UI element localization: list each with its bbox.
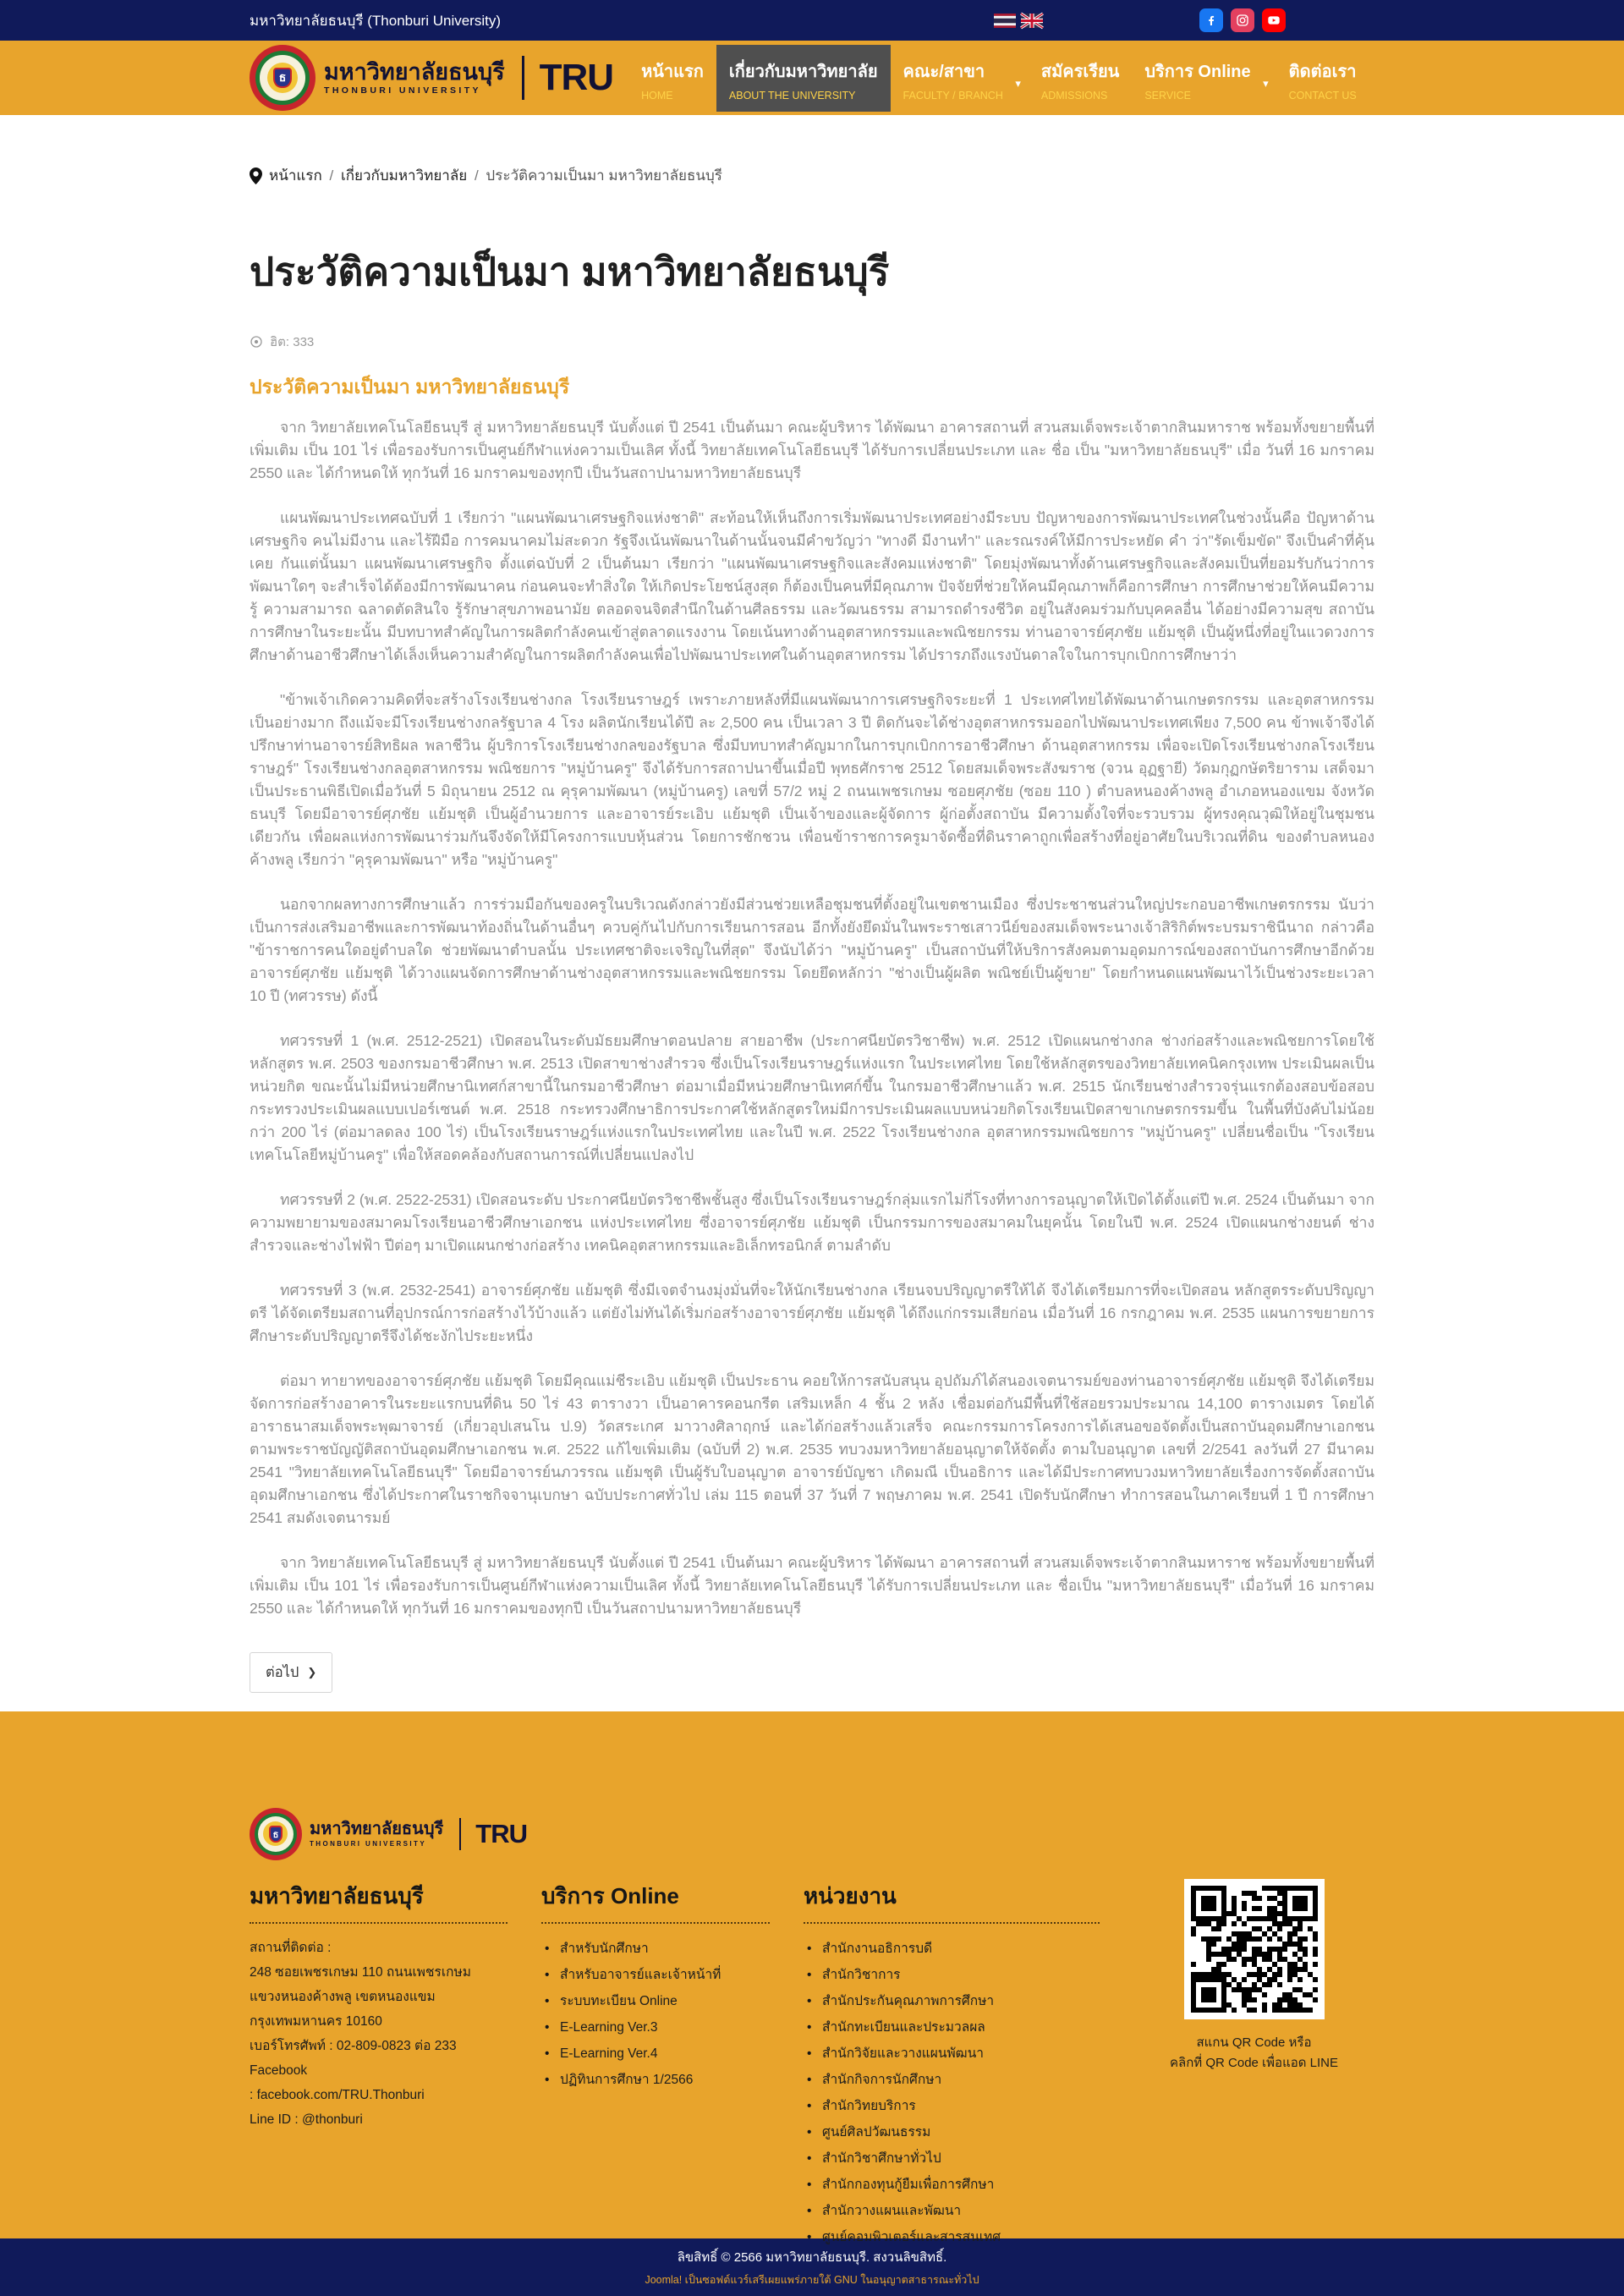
footer-address-line: เบอร์โทรศัพท์ : 02-809-0823 ต่อ 233 — [250, 2039, 457, 2053]
footer-address-line: Facebook — [250, 2063, 308, 2078]
uk-flag-icon[interactable] — [1021, 14, 1043, 28]
nav-item-label-en: ADMISSIONS — [1040, 89, 1108, 102]
footer-unit-link[interactable]: • สำนักวิชาศึกษาทั่วไป — [804, 2145, 1133, 2172]
footer-address-line: Line ID : @thonburi — [250, 2112, 363, 2127]
joomla-text: Joomla! เป็นซอฟต์แวร์เสรีเผยแพร่ภายใต้ GNU ในอนุญาตสาธารณะทั่วไป — [645, 2273, 979, 2286]
footer-qr-column — [1133, 1879, 1374, 2250]
nav-item-label-th: หน้าแรก — [641, 62, 704, 81]
breadcrumb-link[interactable]: หน้าแรก — [269, 168, 322, 184]
footer-units-column — [804, 1879, 1133, 2250]
article-paragraph-7: ทศวรรษที่ 3 (พ.ศ. 2532-2541) อาจารย์ศุภชัย แย้มชุติ ซึ่งมีเจตจำนงมุ่งมั่นที่จะให้นักเรียนช่างกล เรียนจบปริญญาตรีให้ได้ จึงได้เตรียมการที่จะเปิดสอน หลักสูตรระดับปริญญาตรี ได้จัดเตรียมสถานที่อุปกรณ์การก่อสร้างไว้บ้างแล้ว แต่ยังไม่ทันได้เริ่มก่อสร้างอาจารย์ศุภชัย แย้มชุติ ได้ถึงแก่กรรมเสียก่อน เมื่อวันที่ 16 กรกฎาคม พ.ศ. 2535 แผนการขยายการศึกษาระดับปริญญาตรีจึงได้ชะงักไประยะหนึ่ง — [250, 1282, 1374, 1344]
university-logo[interactable] — [250, 45, 613, 111]
breadcrumb-current: ประวัติความเป็นมา มหาวิทยาลัยธนบุรี — [486, 168, 722, 184]
nav-item-label-th: สมัครเรียน — [1040, 62, 1120, 81]
instagram-icon[interactable] — [1231, 8, 1254, 32]
footer-emblem-icon: ธ — [250, 1808, 302, 1860]
footer-address — [250, 1936, 541, 2132]
nav-item-1[interactable] — [716, 45, 891, 112]
footer-unit-link[interactable]: • ศูนย์ศิลปวัฒนธรรม — [804, 2119, 1133, 2145]
footer-services-column — [541, 1879, 804, 2250]
article-paragraph-9: จาก วิทยาลัยเทคโนโลยีธนบุรี สู่ มหาวิทยาลัยธนบุรี นับตั้งแต่ ปี 2541 เป็นต้นมา คณะผู้บริหาร ได้พัฒนา อาคารสถานที่ สวนสมเด็จพระเจ้าตากสินมหาราช พร้อมทั้งขยายพื้นที่เพิ่มเติม เป็น 101 ไร่ เพื่อรองรับการเป็นศูนย์กีฬาแห่งความเป็นเลิศ ทั้งนี้ วิทยาลัยเทคโนโลยีธนบุรี ได้รับการเปลี่ยนประเภท และ ชื่อเป็น "มหาวิทยาลัยธนบุรี" เมื่อวันที่ 16 มกราคม 2550 และ ได้กำหนดให้ ทุกวันที่ 16 มกราคมของทุกปี เป็นวันสถาปนามหาวิทยาลัยธนบุรี — [250, 1554, 1374, 1617]
article-body — [250, 416, 1374, 1620]
page-title: ประวัติความเป็นมา มหาวิทยาลัยธนบุรี — [250, 250, 890, 294]
brand-divider — [522, 56, 524, 100]
footer-services-heading: บริการ Online — [541, 1879, 770, 1924]
footer-unit-link[interactable]: • สำนักประกันคุณภาพการศึกษา — [804, 1988, 1133, 2014]
article-paragraph-5: ทศวรรษที่ 1 (พ.ศ. 2512-2521) เปิดสอนในระดับมัธยมศึกษาตอนปลาย สายอาชีพ (ประกาศนียบัตรวิชาชีพ) พ.ศ. 2512 เปิดแผนกช่างกล ช่างก่อสร้างและพณิชยการโดยใช้หลักสูตร พ.ศ. 2503 ของกรมอาชีวศึกษา พ.ศ. 2513 เปิดสาขาช่างสำรวจ ซึ่งเป็นโรงเรียนราษฎร์แห่งแรก ในประเทศไทย โดยใช้หลักสูตรของวิทยาลัยเทคนิคกรุงเทพ ประเมินผลเป็นหน่วยกิต ขณะนั้นไม่มีหน่วยศึกษานิเทศก์สาขานี้ในกรมอาชีวศึกษา ต่อมาเมื่อมีหน่วยศึกษานิเทศก์ขึ้น ในกรมอาชีวศึกษาแล้ว พ.ศ. 2515 นักเรียนช่างสำรวจรุ่นแรกต้องสอบข้อสอบกระทรวงประเมินผลแบบเปอร์เซนต์ พ.ศ. 2518 กระทรวงศึกษาธิการประกาศใช้หลักสูตรใหม่มีการประเมินผลแบบหน่วยกิตโรงเรียนเปิดสาขาเกษตรกรรมขึ้น ในพื้นที่บังคับไม่น้อยกว่า 200 ไร่ (ต่อมาลดลง 100 ไร่) เป็นโรงเรียนราษฎร์แห่งแรกในประเทศไทย และในปี พ.ศ. 2522 โรงเรียนช่างกล อุตสาหกรรมพณิชยการ "หมู่บ้านครู" เปลี่ยนชื่อเป็น "โรงเรียนเทคโนโลยีหมู่บ้านครู" เพื่อให้สอดคล้องกับสถานการณ์ที่เปลี่ยนแปลงไป — [250, 1032, 1374, 1163]
footer-logo[interactable] — [250, 1804, 541, 1864]
page-main — [0, 164, 1624, 1711]
article-paragraph-6: ทศวรรษที่ 2 (พ.ศ. 2522-2531) เปิดสอนระดับ ประกาศนียบัตรวิชาชีพชั้นสูง ซึ่งเป็นโรงเรียนราษฎร์กลุ่มแรกไม่กี่โรงที่ทางการอนุญาตให้เปิดได้ตั้งแต่ปี พ.ศ. 2524 เป็นต้นมา จากความพยายามของสมาคมโรงเรียนอาชีวศึกษาเอกชน แห่งประเทศไทย ซึ่งอาจารย์ศุภชัย แย้มชุติ เป็นกรรมการของสมาคมในยุคนั้น โดยในปี พ.ศ. 2524 เปิดแผนกช่างยนต์ ช่างสำรวจและช่างไฟฟ้า ปีต่อๆ มาเปิดแผนกช่างก่อสร้าง เทคนิคอุตสาหกรรมและอิเล็กทรอนิกส์ ตามลำดับ — [250, 1191, 1374, 1254]
footer-units-heading: หน่วยงาน — [804, 1879, 1100, 1924]
article-paragraph-2: แผนพัฒนาประเทศฉบับที่ 1 เรียกว่า "แผนพัฒนาเศรษฐกิจแห่งชาติ" สะท้อนให้เห็นถึงการเริ่มพัฒนาประเทศอย่างมีระบบ ปัญหาของการพัฒนาประเทศในช่วงนั้นคือ ปัญหาด้านเศรษฐกิจ คนไม่มีงาน และไร้ฝีมือ การคมนาคมไม่สะดวก รัฐจึงเน้นพัฒนาในด้านนั้นจนมีคำขวัญว่า "ทางดี มีงานทำ" และรณรงค์ให้มีการประหยัด คำ ว่า"รัดเข็มขัด" จึงเป็นคำที่คุ้นเคย กันแต่นั้นมา แผนพัฒนาเศรษฐกิจ ตั้งแต่ฉบับที่ 2 เป็นต้นมา เรียกว่า "แผนพัฒนาเศรษฐกิจและสังคมแห่งชาติ" โดยมุ่งพัฒนาทั้งด้านเศรษฐกิจและสังคมเป็นที่ยอมรับกันว่าการพัฒนาใดๆ จะสำเร็จได้ต้องมีการพัฒนาคน ก่อนคนจะทำสิ่งใด ให้เกิดประโยชน์สูงสุด ก็ต้องเป็นคนที่มีคุณภาพ ปัจจัยที่ช่วยให้คนมีคุณภาพก็คือการศึกษา การศึกษาช่วยให้คนมีความรู้ ความสามารถ ฉลาดตัดสินใจ รู้รักษาสุขภาพอนามัย ตลอดจนจิตสำนึกในด้านศีลธรรม และวัฒนธรรม สามารถดำรงชีวิต อยู่ในสังคมร่วมกับบุคคลอื่น ได้อย่างมีความสุข สถาบันการศึกษาในระยะนั้น มีบทบาทสำคัญในการผลิตกำลังคนเข้าสู่ตลาดแรงงาน โดยเน้นทางด้านอุตสาหกรรมและพณิชยกรรม ท่านอาจารย์ศุภชัย แย้มชุติ เป็นผู้หนึ่งที่อยู่ในแวดวงการศึกษาด้านอาชีวศึกษาได้เล็งเห็นความสำคัญในการผลิตกำลังคนเพื่อไปพัฒนาประเทศในด้านอุตสาหกรรม ได้ปรารภถึงแรงบันดาลใจในการบุกเบิกการศึกษาว่า — [250, 509, 1374, 663]
footer — [0, 1711, 1624, 2244]
footer-address-line: กรุงเทพมหานคร 10160 — [250, 2014, 382, 2029]
qr-code[interactable] — [1184, 1879, 1325, 2019]
brand-abbr: TRU — [539, 57, 614, 98]
nav-item-label-en: SERVICE — [1144, 89, 1191, 102]
footer-service-link[interactable]: • สำหรับนักศึกษา — [541, 1936, 804, 1962]
footer-unit-link[interactable]: • สำนักงานอธิการบดี — [804, 1936, 1133, 1962]
qr-caption: สแกน QR Code หรือ คลิกที่ QR Code เพื่อแอด LINE — [1169, 2035, 1338, 2070]
nav-item-5[interactable] — [1276, 45, 1369, 112]
hits-row — [250, 332, 1374, 352]
footer-service-link[interactable]: • E-Learning Ver.3 — [541, 2014, 804, 2041]
hits-count: ฮิต: 333 — [270, 335, 315, 349]
university-emblem-icon: ธ — [250, 45, 315, 111]
topbar — [0, 0, 1624, 41]
footer-unit-link[interactable]: • สำนักกองทุนกู้ยืมเพื่อการศึกษา — [804, 2172, 1133, 2198]
footer-service-link[interactable]: • E-Learning Ver.4 — [541, 2041, 804, 2067]
footer-contact-column — [250, 1804, 541, 2250]
article-paragraph-4: นอกจากผลทางการศึกษาแล้ว การร่วมมือกันของครูในบริเวณดังกล่าวยังมีส่วนช่วยเหลือชุมชนที่ตั้งอยู่ในเขตชานเมือง ซึ่งประชาชนส่วนใหญ่ประกอบอาชีพเกษตรกรรม นับว่าเป็นการส่งเสริมอาชีพและการพัฒนาท้องถิ่นในด้านอื่นๆ ควบคู่กันไปกับการเรียนการสอน อีกทั้งยังยึดมั่นในพระราชเสาวนีย์ของสมเด็จพระนางเจ้าสิริกิต์พระบรมราชินีนาถ กล่าวคือ "ข้าราชการคนใดอยู่ตำบลใด ช่วยพัฒนาตำบลนั้น ประเทศชาติจะเจริญในที่สุด" จึงนับได้ว่า "หมู่บ้านครู" เป็นสถาบันที่ให้บริการสังคมตามอุดมการณ์ของสถาบันการศึกษาอีกด้วย อาจารย์ศุภชัย แย้มชุติ ได้วางแผนจัดการศึกษาด้านช่างอุตสาหกรรมและพณิชยกรรม โดยยึดหลักว่า "ช่างเป็นผู้ผลิต พณิชย์เป็นผู้ขาย" โดยกำหนดแผนพัฒนาไว้เป็นช่วงระยะเวลา 10 ปี (ทศวรรษ) ดังนี้ — [250, 896, 1374, 1004]
nav-item-3[interactable] — [1029, 45, 1132, 112]
breadcrumb — [250, 164, 1374, 187]
footer-brand-name-th: มหาวิทยาลัยธนบุรี — [310, 1819, 444, 1838]
map-pin-icon — [250, 168, 262, 184]
thai-flag-icon[interactable] — [994, 14, 1016, 28]
nav-item-label-th: บริการ Online — [1144, 62, 1251, 81]
chevron-down-icon: ▾ — [1015, 76, 1021, 90]
article-subtitle: ประวัติความเป็นมา มหาวิทยาลัยธนบุรี — [250, 376, 570, 398]
brand-name-en: THONBURI UNIVERSITY — [324, 85, 481, 96]
copyright-text: ลิขสิทธิ์ © 2566 มหาวิทยาลัยธนบุรี. สงวนลิขสิทธิ์. — [677, 2249, 947, 2265]
breadcrumb-separator: / — [470, 168, 483, 184]
nav-item-label-en: CONTACT US — [1288, 89, 1357, 102]
nav-item-label-th: คณะ/สาขา — [903, 62, 985, 81]
footer-unit-link[interactable]: • สำนักทะเบียนและประมวลผล — [804, 2014, 1133, 2041]
footer-service-link[interactable]: • สำหรับอาจารย์และเจ้าหน้าที่ — [541, 1962, 804, 1988]
breadcrumb-link[interactable]: เกี่ยวกับมหาวิทยาลัย — [340, 168, 468, 184]
nav-item-label-th: เกี่ยวกับมหาวิทยาลัย — [728, 62, 878, 81]
article-paragraph-3: "ข้าพเจ้าเกิดความคิดที่จะสร้างโรงเรียนช่างกล โรงเรียนราษฎร์ เพราะภายหลังที่มีแผนพัฒนาการเศรษฐกิจระยะที่ 1 ประเทศไทยได้พัฒนาด้านเกษตรกรรม และอุตสาหกรรมเป็นอย่างมาก ถึงแม้จะมีโรงเรียนช่างกลรัฐบาล 4 โรง ผลิตนักเรียนได้ปี ละ 2,500 คน เป็นเวลา 3 ปี ติดกันจะได้ช่างอุตสาหกรรมออกไปพัฒนาประเทศเพียง 7,500 คน ข้าพเจ้าจึงได้ปรึกษาท่านอาจารย์สิทธิผล พลาชีวิน ผู้บริการโรงเรียนช่างกลของรัฐบาล ซึ่งมีบทบาทสำคัญมากในการบุกเบิกการอาชีวศึกษา ด้านอุตสาหกรรม เพื่อจะเปิดโรงเรียนช่างกลโรงเรียนราษฎร์" โรงเรียนช่างกลอุตสาหกรรม พณิชยการ "หมู่บ้านครู" จึงได้รับการสถาปนาขึ้นเมื่อปี พุทธศักราช 2512 โดยสมเด็จพระสังฆราช (จวน อุฏฐายี) วัดมกุฏกษัตริยาราม เสด็จมาเป็นประธานพิธีเปิดเมื่อวันที่ 5 มิถุนายน 2512 ณ คุรุคามพัฒนา (หมู่บ้านครู) เลขที่ 57/2 หมู่ 2 ถนนเพชรเกษม ซอยศุภชัย (ซอย 110 ) ตำบลหนองค้างพลู อำเภอหนองแขม จังหวัดธนบุรี โดยมีอาจารย์ศุภชัย แย้มชุติ เป็นผู้อำนวยการ และอาจารย์ระเอิบ แย้มชุติ เป็นเจ้าของและผู้จัดการ ผู้ก่อตั้งสถาบัน มีความตั้งใจที่จะรวบรวม ผู้ทรงคุณวุฒิให้อยู่ในชุมชนเดียวกัน เพื่อผลแห่งการพัฒนาร่วมกันจึงจัดให้มีโครงการแบบหุ้นส่วน โดยการชักชวน เพื่อนข้าราชการครูมาจัดซื้อที่ดินราคาถูกเพื่อสร้างที่อยู่อาศัยในบริเวณที่ดิน ของตำบลหนองค้างพลู เรียกว่า "คุรุคามพัฒนา" หรือ "หมู่บ้านครู" — [250, 691, 1374, 868]
footer-unit-link[interactable]: • สำนักกิจการนักศึกษา — [804, 2067, 1133, 2093]
chevron-right-icon: ❯ — [307, 1666, 317, 1678]
footer-address-line: สถานที่ติดต่อ : — [250, 1941, 332, 1955]
nav-item-label-th: ติดต่อเรา — [1288, 62, 1357, 81]
nav-item-4[interactable] — [1132, 45, 1276, 112]
facebook-icon[interactable] — [1199, 8, 1223, 32]
footer-service-link[interactable]: • ปฏิทินการศึกษา 1/2566 — [541, 2067, 804, 2093]
footer-unit-link[interactable]: • สำนักวิชาการ — [804, 1962, 1133, 1988]
footer-unit-link[interactable]: • สำนักวิจัยและวางแผนพัฒนา — [804, 2041, 1133, 2067]
footer-brand-divider — [459, 1818, 461, 1850]
nav-item-0[interactable] — [628, 45, 716, 112]
article-paragraph-1: จาก วิทยาลัยเทคโนโลยีธนบุรี สู่ มหาวิทยาลัยธนบุรี นับตั้งแต่ ปี 2541 เป็นต้นมา คณะผู้บริหาร ได้พัฒนา อาคารสถานที่ สวนสมเด็จพระเจ้าตากสินมหาราช พร้อมทั้งขยายพื้นที่เพิ่มเติม เป็น 101 ไร่ เพื่อรองรับการเป็นศูนย์กีฬาแห่งความเป็นเลิศ ทั้งนี้ วิทยาลัยเทคโนโลยีธนบุรี ได้รับการเปลี่ยนประเภท และ ชื่อ เป็น "มหาวิทยาลัยธนบุรี" เมื่อ วันที่ 16 มกราคม 2550 และ ได้กำหนดให้ ทุกวันที่ 16 มกราคมของทุกปี เป็นวันสถาปนามหาวิทยาลัยธนบุรี — [250, 419, 1374, 481]
site-title: มหาวิทยาลัยธนบุรี (Thonburi University) — [250, 12, 502, 29]
footer-unit-link[interactable]: • สำนักวิทยบริการ — [804, 2093, 1133, 2119]
footer-brand-abbr: TRU — [475, 1819, 527, 1848]
nav-item-2[interactable] — [891, 45, 1029, 112]
youtube-icon[interactable] — [1262, 8, 1286, 32]
nav-item-label-en: FACULTY / BRANCH — [903, 89, 1003, 102]
main-navbar — [0, 41, 1624, 115]
footer-brand-name-en: THONBURI UNIVERSITY — [310, 1839, 427, 1848]
nav-item-label-en: ABOUT THE UNIVERSITY — [728, 89, 856, 102]
nav-menu — [628, 45, 1369, 112]
footer-address-line: แขวงหนองค้างพลู เขตหนองแขม — [250, 1990, 436, 2004]
chevron-down-icon: ▾ — [1263, 76, 1269, 90]
footer-service-link[interactable]: • ระบบทะเบียน Online — [541, 1988, 804, 2014]
footer-unit-link[interactable]: • สำนักวางแผนและพัฒนา — [804, 2198, 1133, 2224]
hits-icon — [250, 335, 263, 349]
footer-address-line: 248 ซอยเพชรเกษม 110 ถนนเพชรเกษม — [250, 1965, 471, 1980]
footer-unit-link[interactable]: • ศูนย์คอมพิวเตอร์และสารสนเทศ — [804, 2224, 1133, 2250]
nav-item-label-en: HOME — [641, 89, 673, 102]
footer-university-heading: มหาวิทยาลัยธนบุรี — [250, 1879, 508, 1924]
next-button[interactable]: ต่อไป ❯ — [250, 1652, 332, 1693]
brand-name-th: มหาวิทยาลัยธนบุรี — [324, 58, 505, 85]
breadcrumb-separator: / — [325, 168, 337, 184]
article-paragraph-8: ต่อมา ทายาทของอาจารย์ศุภชัย แย้มชุติ โดยมีคุณแม่ชีระเอิบ แย้มชุติ เป็นประธาน คอยให้การสนับสนุน อุปถัมภ์ได้สนองเจตนารมย์ของท่านอาจารย์ศุภชัย แย้มชุติ จึงได้เตรียมจัดการก่อสร้างอาคารในระยะแรกบนที่ดิน 50 ไร่ 43 ตารางวา เป็นอาคารคอนกรีต เสริมเหล็ก 4 ชั้น 2 หลัง เชื่อมต่อกันมีพื้นที่ใช้สอยรวมประมาณ 14,100 ตารางเมตร โดยได้อาราธนาสมเด็จพระพุฒาจารย์ (เกี่ยวอุปเสนโน ป.9) วัดสระเกศ มาวางศิลาฤกษ์ และได้ก่อสร้างแล้วเสร็จ คณะกรรมการโครงการได้เสนอขอจัดตั้งเป็นสถาบันอุดมศึกษาเอกชนตามพระราชบัญญัติสถาบันอุดมศึกษาเอกชน พ.ศ. 2522 แก้ไขเพิ่มเติม (ฉบับที่ 2) พ.ศ. 2535 ทบวงมหาวิทยาลัยอนุญาตให้จัดตั้ง ตามใบอนุญาต เลขที่ 2/2541 ลงวันที่ 27 มีนาคม 2541 "วิทยาลัยเทคโนโลยีธนบุรี" โดยมีอาจารย์นภวรรณ แย้มชุติ เป็นผู้รับใบอนุญาต อาจารย์บัญชา เกิดมณี เป็นอธิการ และได้มีประกาศทบวงมหาวิทยาลัยเรื่องการจัดตั้งสถาบันอุดมศึกษาเอกชน ซึ่งได้ประกาศในราชกิจจานุเบกษา ฉบับประกาศทั่วไป เล่ม 115 ตอนที่ 37 วันที่ 7 พฤษภาคม พ.ศ. 2541 เปิดรับนักศึกษา ทำการสอนในภาคเรียนที่ 1 ปี การศึกษา 2541 สมดังเจตนารมย์ — [250, 1372, 1374, 1526]
footer-address-line: : facebook.com/TRU.Thonburi — [250, 2088, 425, 2102]
